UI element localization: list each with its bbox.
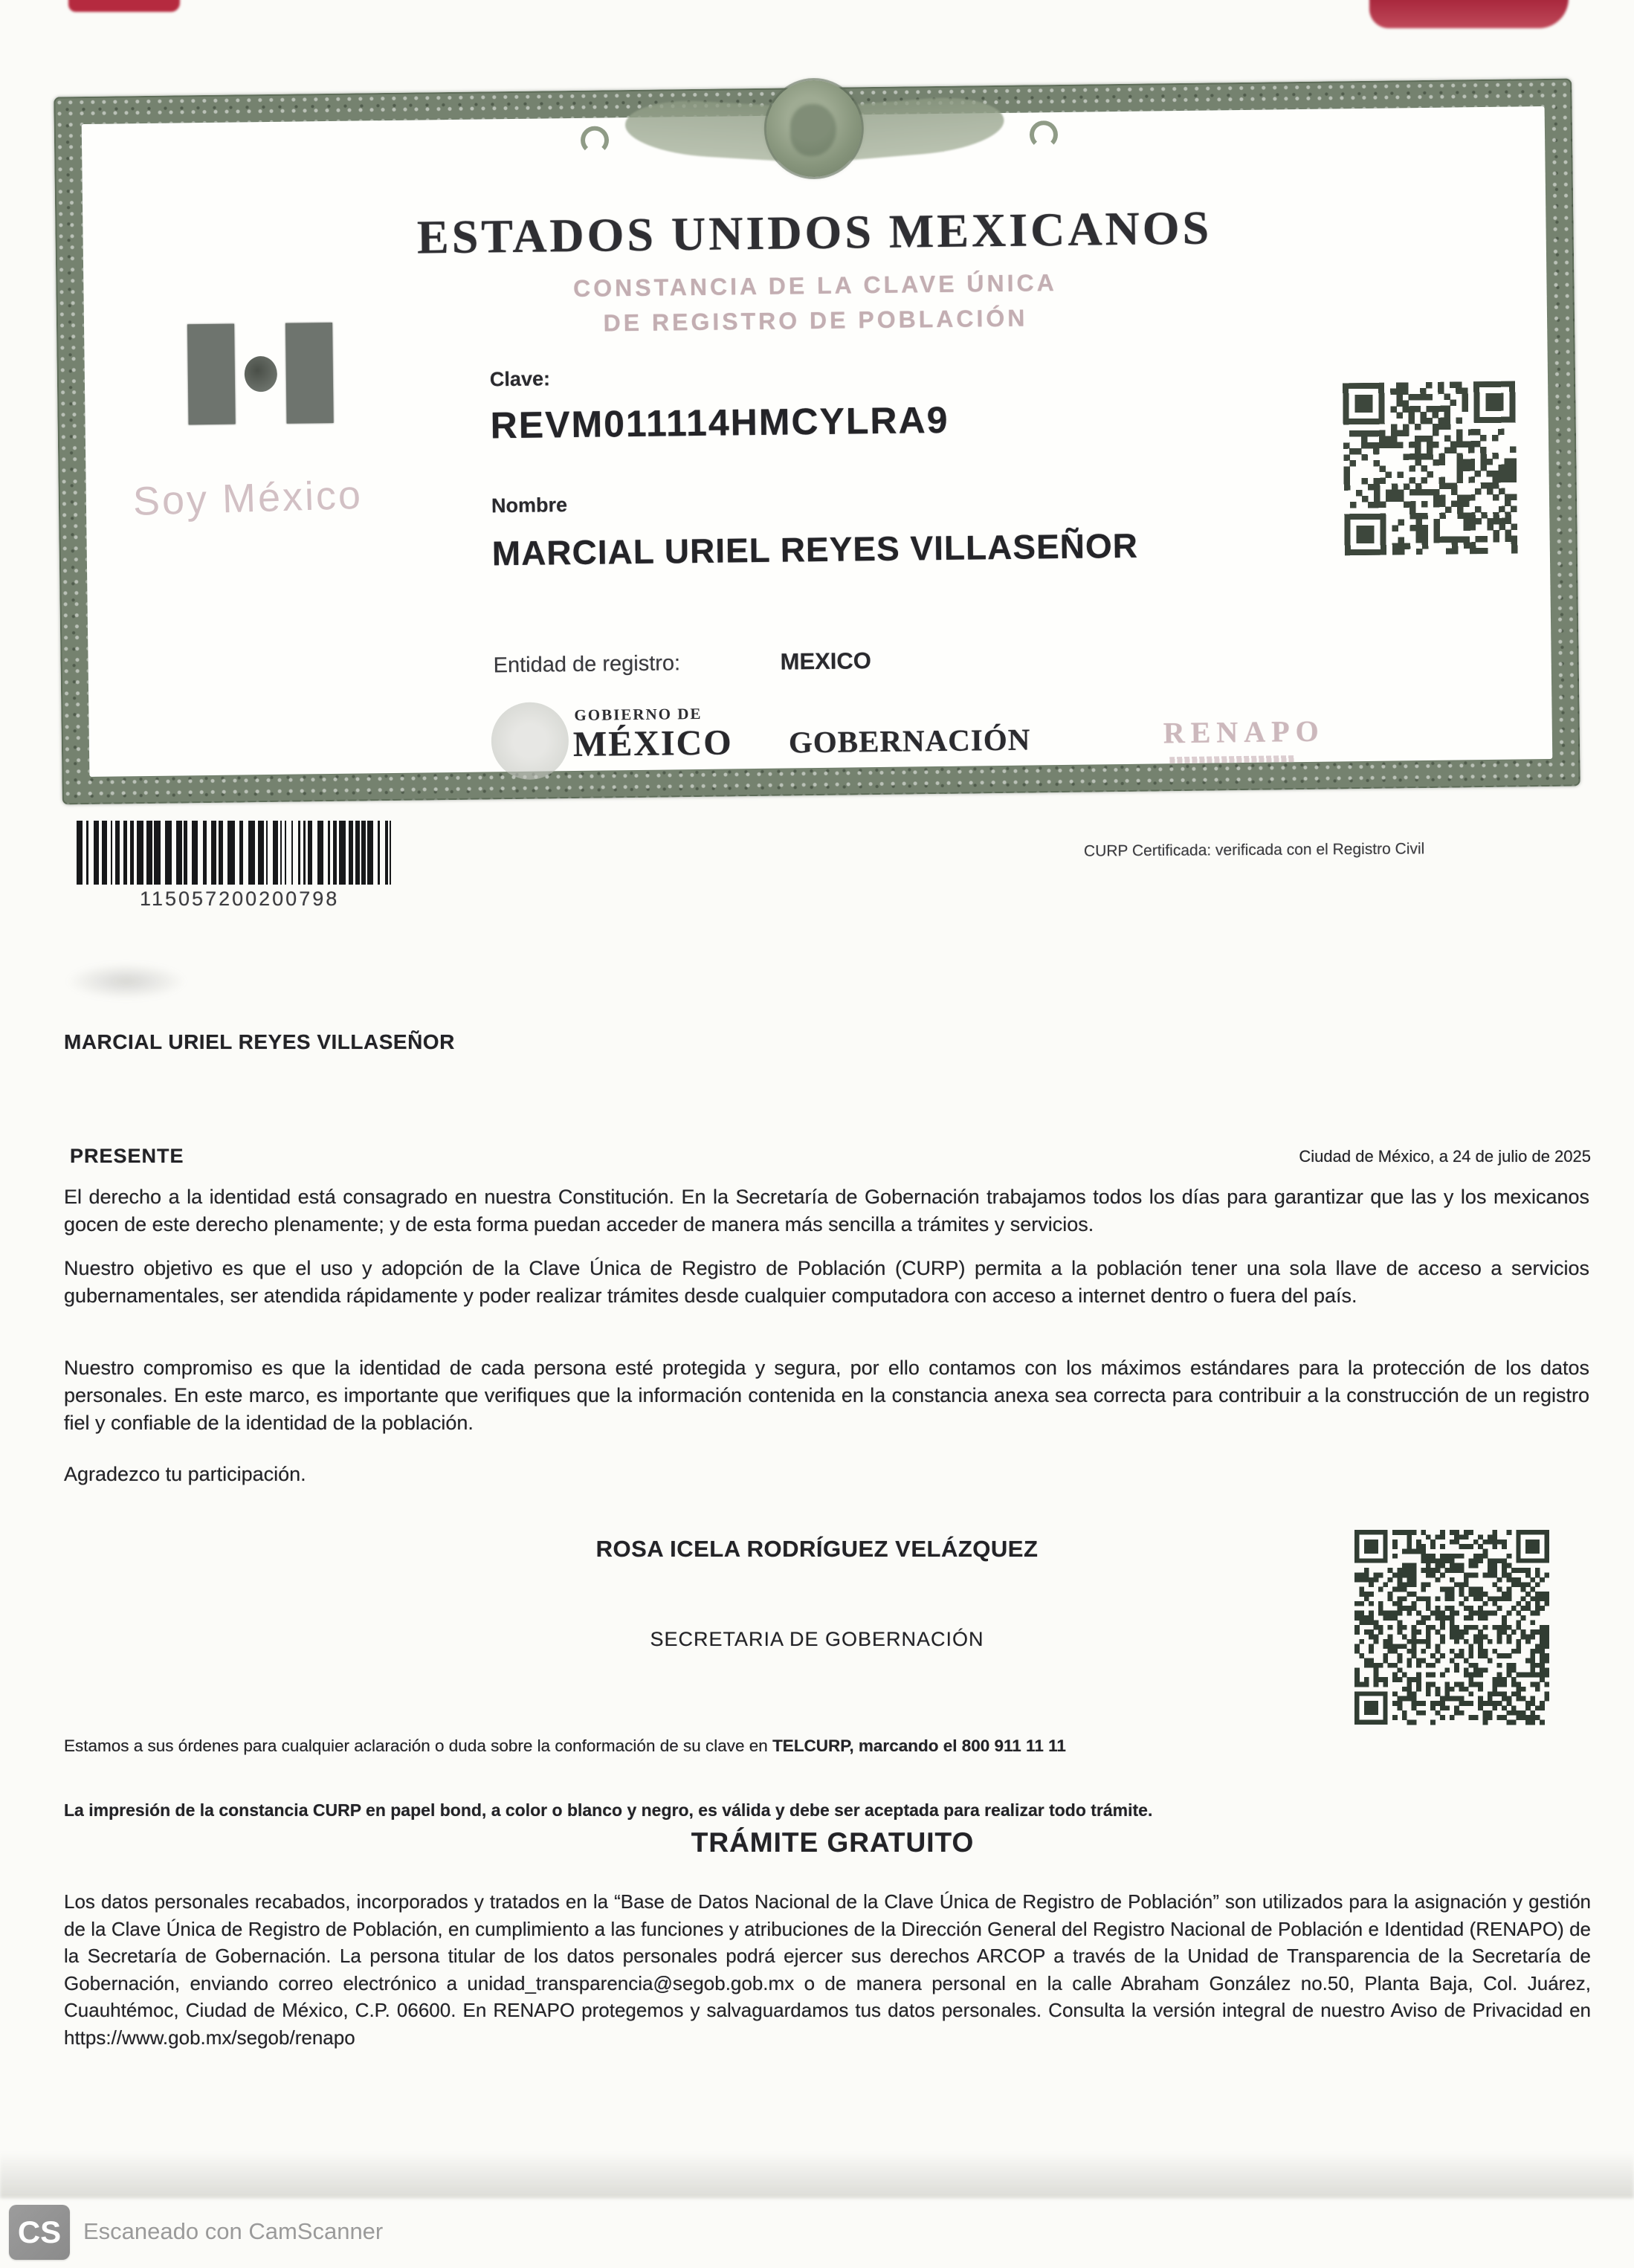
qr-code-certificate-icon	[1341, 381, 1519, 555]
scan-bottom-shadow	[0, 2152, 1634, 2198]
mexican-flag-icon	[187, 324, 236, 425]
scan-smudge	[41, 955, 212, 1007]
certificate-subtitle-line2: DE REGISTRO DE POBLACIÓN	[603, 304, 1028, 337]
curp-certificate	[54, 79, 1580, 805]
scan-artifact-top-right	[1369, 0, 1569, 28]
signer-name: ROSA ICELA RODRÍGUEZ VELÁZQUEZ	[595, 1536, 1039, 1562]
mexican-flag-icon	[285, 323, 334, 424]
entidad-de-registro-value: MEXICO	[780, 647, 872, 675]
clave-value: REVM011114HMCYLRA9	[490, 398, 949, 447]
barcode-icon	[77, 821, 396, 885]
mexican-flag-icon	[245, 356, 278, 392]
letter-paragraph-3: Nuestro compromiso es que la identidad de cada persona esté protegida y segura, por ello contamos con los máximos estándares para la protección de los datos personales. En este marco, es importante que verifiques que la información contenida en la constancia anexa sea correcta para contribuir a la construcción de un registro fiel y confiable de la identidad de la población.	[64, 1357, 1589, 1434]
certificate-subtitle-line1: CONSTANCIA DE LA CLAVE ÚNICA	[572, 269, 1057, 302]
scan-artifact-top-left	[68, 0, 180, 12]
camscanner-logo: CS	[9, 2205, 70, 2260]
contact-line	[64, 1736, 1066, 1756]
presente-label: PRESENTE	[70, 1145, 184, 1167]
privacy-notice: Los datos personales recabados, incorporados y tratados en la “Base de Datos Nacional de la Clave Única de Registro de Población” son utilizados para la asignación y gestión de la Clave Única de Registro de Población, en cumplimiento a las funciones y atribuciones de la Dirección General del Registro Nacional de Población e Identidad (RENAPO) de la Secretaría de Gobernación. La persona titular de los datos personales podrá ejercer sus derechos ARCOP a través de la Unidad de Transparencia de la Secretaría de Gobernación, enviando correo electrónico a unidad_transparencia@segob.gob.mx o de manera personal en la calle Abraham González no.50, Planta Baja, Col. Juárez, Cuauhtémoc, Ciudad de México, C.P. 06600. En RENAPO protegemos y salvaguardamos tus datos personales. Consulta la versión integral de nuestro Aviso de Privacidad en https://www.gob.mx/segob/renapo	[64, 1890, 1591, 2049]
free-procedure-notice: TRÁMITE GRATUITO	[691, 1827, 975, 1858]
nombre-label: Nombre	[491, 494, 568, 517]
letter-thanks: Agradezco tu participación.	[64, 1463, 306, 1485]
gobierno-de-mexico-logo: GOBIERNO DE	[574, 704, 703, 725]
entidad-de-registro-label: Entidad de registro:	[493, 651, 681, 678]
print-validity-note: La impresión de la constancia CURP en papel bond, a color o blanco y negro, es válida y debe ser aceptada para realizar todo trámite.	[64, 1800, 1153, 1820]
barcode-number: 115057200200798	[140, 888, 340, 910]
curp-certified-note: CURP Certificada: verificada con el Registro Civil	[1083, 840, 1425, 860]
gobernacion-logo: GOBERNACIÓN	[788, 722, 1031, 760]
gobierno-de-mexico-logo: MÉXICO	[572, 723, 733, 765]
letter-paragraph-2: Nuestro objetivo es que el uso y adopción de la Clave Única de Registro de Población (CURP) permita a la población tener una sola llave de acceso a servicios gubernamentales, ser atendida rápidamente y poder realizar trámites desde cualquier computadora con acceso a internet dentro o fuera del país.	[64, 1257, 1589, 1307]
letter-dateline: Ciudad de México, a 24 de julio de 2025	[1299, 1147, 1591, 1166]
camscanner-label: Escaneado con CamScanner	[83, 2218, 384, 2244]
clave-label: Clave:	[489, 367, 551, 391]
certificate-title: ESTADOS UNIDOS MEXICANOS	[416, 201, 1212, 264]
qr-code-signature-icon	[1354, 1528, 1549, 1726]
letter-recipient: MARCIAL URIEL REYES VILLASEÑOR	[64, 1030, 455, 1053]
contact-line-phone: TELCURP, marcando el 800 911 11 11	[772, 1736, 1066, 1755]
renapo-logo: RENAPO	[1163, 714, 1325, 750]
contact-line-plain: Estamos a sus órdenes para cualquier aclaración o duda sobre la conformación de su clave en	[64, 1736, 773, 1755]
signer-title: SECRETARIA DE GOBERNACIÓN	[650, 1628, 984, 1650]
soy-mexico-watermark: Soy México	[132, 472, 364, 524]
letter-paragraph-1: El derecho a la identidad está consagrado en nuestra Constitución. En la Secretaría de Gobernación trabajamos todos los días para garantizar que las y los mexicanos gocen de este derecho plenamente; y de esta forma puedan acceder de manera más sencilla a trámites y servicios.	[64, 1186, 1589, 1235]
nombre-value: MARCIAL URIEL REYES VILLASEÑOR	[491, 526, 1139, 573]
